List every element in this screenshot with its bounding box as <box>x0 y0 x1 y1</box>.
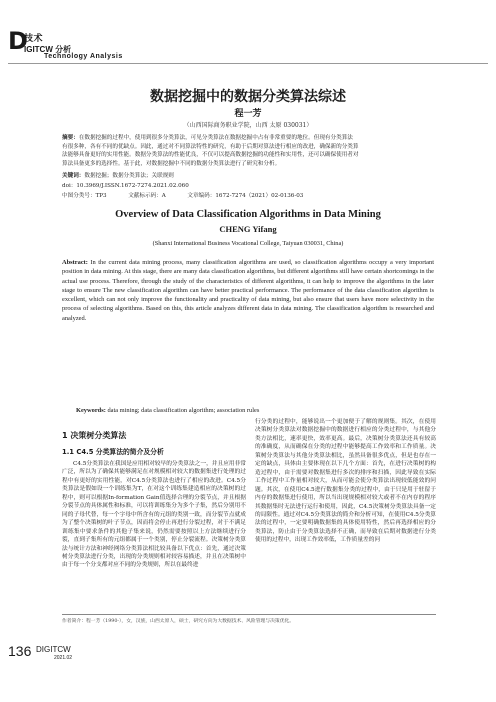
abstract-en-label: Abstract: <box>62 259 88 266</box>
column-tag-cn: 技术 <box>24 33 44 43</box>
author-en: CHENG Yifang <box>219 224 277 234</box>
body-left-text: C4.5分类算法在我国是应用相对较早的分类算法之一，并且应用非常广泛，所以为了确保其能够满足在对规模相对较大的数据集进行处理的过程中有更好的实用性能，对C4.5分类算法也进行了相应的改进。C4.5分类算法是假如设一个训练集为T，在对这个训练集建造相应的决策树的过程中，则可以根据In-formation Gain值选择合理的分裂节点，并且根据分裂节点的具体属性和标准，可以将训练集分为多个子集，然后分别用不同的子母代替，每一个字母中所含有的元组的类别一致，而分裂节点就成为了整个决策树的叶子节点，因而将会停止再进行分裂过程，对于不满足训练集中要求条件的其他子集来说，仍然需要按照以上方法继续进行分裂，直到子集所有的元组都属于一个类别，停止分裂流程。决策树分类算法与统计方法和神经网络分类算法相比较具备以下优点：首先，通过决策树分类算法进行分类，出现的分类规则相对较容易描述，并且在决策树中由于每一个分支都对应不同的分类规则，所以在最终进 <box>62 461 246 569</box>
abstract-cn-line: 有很多种，各有不同的优缺点。因此，通过对不同算法特性的研究，有助于后期对算法进行相应的改进，确保新的分类算 <box>62 143 359 150</box>
logo-text: IGITCW <box>24 45 53 54</box>
article-no: 文章编码：1672-7274（2021）02-0136-03 <box>187 193 304 199</box>
section-label-en: Technology Analysis <box>44 53 123 60</box>
abstract-cn <box>62 134 434 168</box>
keywords-en-label: Keywords: <box>76 407 106 414</box>
abstract-en <box>62 258 434 323</box>
header-divider <box>8 63 488 64</box>
affiliation-en: (Shanxi International Business Vocational College, Taiyuan 030031, China) <box>152 240 344 247</box>
keywords-cn <box>62 171 174 179</box>
keywords-en <box>76 407 436 414</box>
keywords-cn-label: 关键词： <box>62 173 85 179</box>
author-cn: 程一芳 <box>234 109 262 119</box>
column-tag-cn2: 分析 <box>55 45 72 54</box>
column-tag <box>24 33 43 43</box>
abstract-cn-line: 在数据挖掘的过程中，使用到很多分类算法，可见分类算法在数据挖掘中占有非常重要的地位。但现有分类算法 <box>78 135 353 141</box>
keywords-en-text: data mining; data classification algorithm; association rules <box>107 407 260 414</box>
abstract-cn-line: 算法具备更多的选择性。基于此，对数据挖掘中不同的数据分类算法进行了研究和分析。 <box>62 160 281 167</box>
abstract-cn-line: 法能够具备更好的实用性能。数据分类算法的性能优良，不仅可以提高数据挖掘的功能性和实用性，还可以确保使用者对 <box>62 152 359 159</box>
section-heading-1: 1 决策树分类算法 <box>62 431 127 440</box>
abstract-en-text: In the current data mining process, many classification algorithms are used, so classification algorithms occupy a very important position in data mining. At this stage, there are many data classification algorithms, but different algorithms still have certain shortcomings in the actual use process. Therefore, through the study of the characteristics of different algorithms, it can help to improve the algorithms in the later stage to ensure The new classification algorithm can have better practical performance. The performance of the data classification algorithm is excellent, which can not only improve the functionality and practicality of data mining, but also ensure that users have more selectivity in the process of selecting algorithms. Based on this, this article analyzes different data in data mining. The classification algorithm is researched and analyzed. <box>62 259 434 322</box>
section-heading-1-1: 1.1 C4.5 分类算法的简介及分析 <box>62 448 164 456</box>
doc-code: 文献标示码：A <box>128 193 166 199</box>
body-column-left <box>62 460 246 570</box>
footer-brand: DIGITCW <box>36 645 71 654</box>
body-right-text: 行分类的过程中，能够说出一个更加便于了解的规则集。其次，在使用决策树分类算法对数据挖掘中的数据进行相应的分类过程中，与其他分类方法相比，速率更快，效率更高。最后，决策树分类算法还具有较高的准确度，从而确保在分类的过程中能够提高工作效率和工作质量。决策树分类算法与其他分类算法相比，虽然具备很多优点，但是也存在一定的缺点，具体由主要体现在以下几个方面：首先，在进行决策树的构造过程中，由于需要对数据集进行多次的排序和扫描，因此导致在实际工作过程中工作量相对较大，从而可能会使分类算法出现较低能效的问题。其次，在使用C4.5进行数据集分类的过程中，由于只是用于驻留于内存的数据集进行使用，所以当出现规模相对较大或者不在内存的程序其数据集时无法进行运行和使用，因此，C4.5决策树分类算法具备一定的局限性。通过对C4.5分类算法的简介和分析可知，在使用C4.5分类算法的过程中，一定要明确数据集的具体使用特性，然后再选择相应的分类算法，防止由于分类算法选择不正确，而导致在后期对数据进行分类使用的过程中，出现工作效率低，工作质量差的问 <box>255 419 436 544</box>
affiliation-cn: （山西国际商务职业学院，山西 太原 030031） <box>183 122 313 129</box>
footnote-divider <box>62 614 436 615</box>
abstract-cn-label: 摘要： <box>62 135 79 141</box>
footer-date: 2021.02 <box>54 655 73 661</box>
page-number: 136 <box>8 643 32 659</box>
classification-line <box>62 191 303 199</box>
doi: doi：10.3969/J.ISSN.1672-7274.2021.02.060 <box>62 183 189 189</box>
clc-code: 中图分类号：TP3 <box>62 193 107 199</box>
title-en: Overview of Data Classification Algorithms in Data Mining <box>115 209 381 220</box>
body-column-right <box>255 418 436 545</box>
author-footnote: 作者简介：程一芳（1990-），女，汉族，山西太原人，硕士，研究方向为大数据技术、风险管理与决策优化。 <box>62 619 295 624</box>
logo-letter: D <box>8 27 28 55</box>
keywords-cn-text: 数据挖掘；数据分类算法；关联规则 <box>84 173 174 179</box>
title-cn: 数据挖掘中的数据分类算法综述 <box>150 89 346 105</box>
